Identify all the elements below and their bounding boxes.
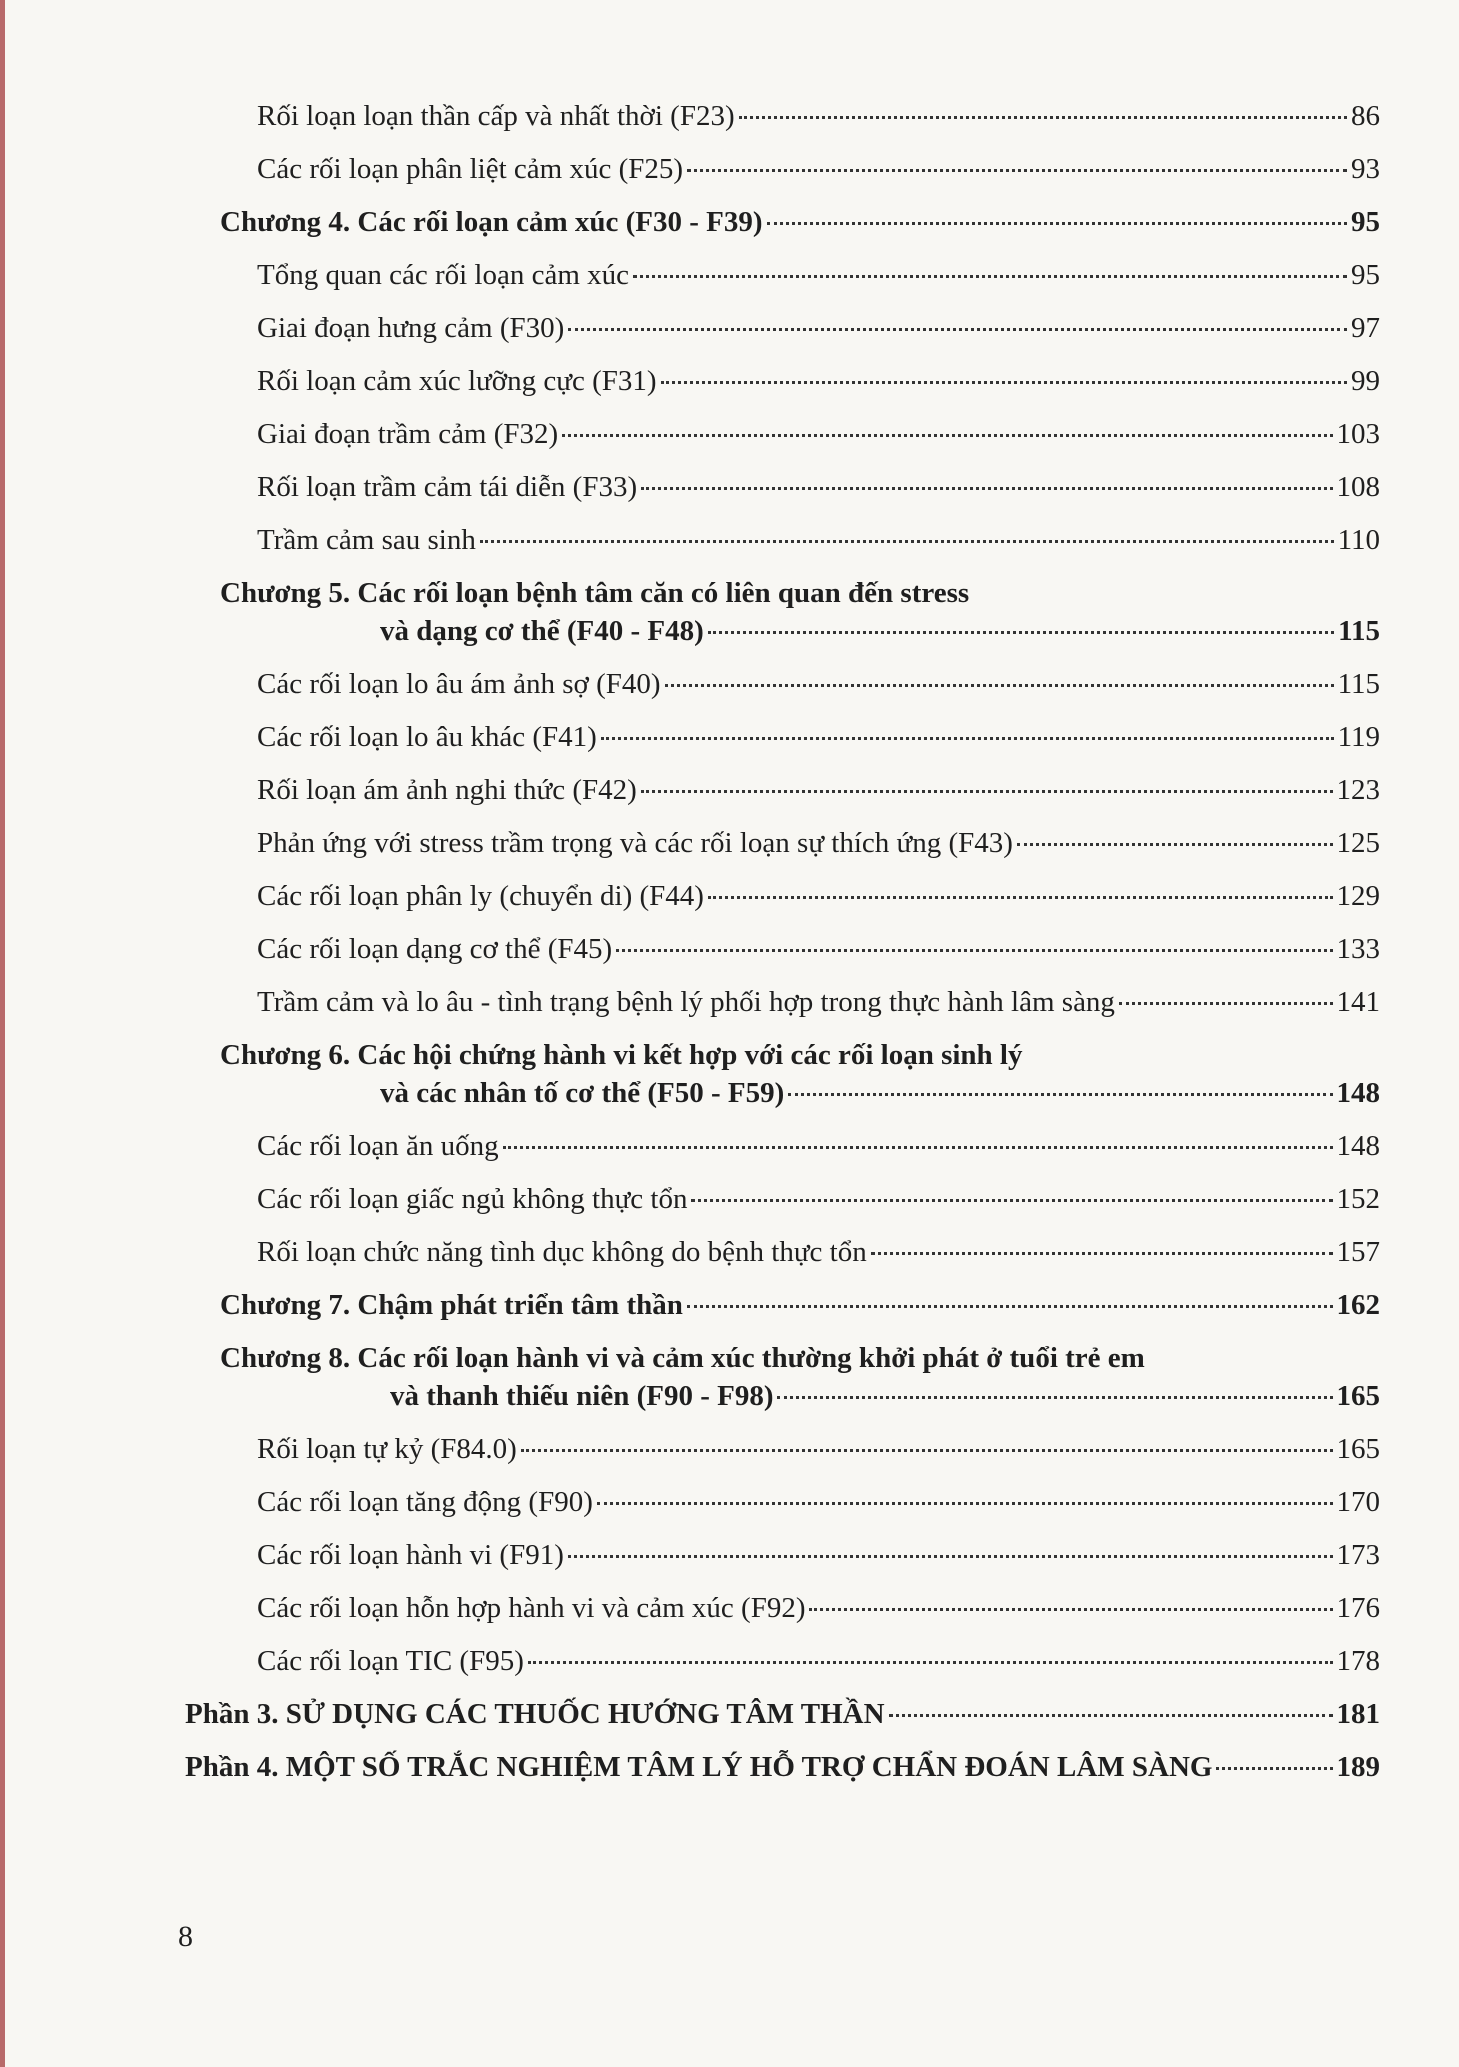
dot-leader — [601, 737, 1334, 740]
toc-entry-page: 95 — [1351, 259, 1380, 291]
toc-chapter-title-line2: và các nhân tố cơ thể (F50 - F59) — [380, 1077, 785, 1109]
toc-entry-page: 170 — [1336, 1486, 1380, 1518]
toc-entry — [257, 1645, 1380, 1678]
toc-entry-title: Các rối loạn phân ly (chuyển di) (F44) — [257, 880, 704, 912]
toc-entry-page: 162 — [1336, 1289, 1380, 1321]
toc-entry — [257, 1183, 1380, 1216]
toc-entry-title: Các rối loạn hành vi (F91) — [257, 1539, 564, 1571]
toc-entry-title: Các rối loạn giấc ngủ không thực tổn — [257, 1183, 688, 1215]
toc-chapter-title: Chương 7. Chậm phát triển tâm thần — [220, 1289, 683, 1321]
toc-entry-page: 181 — [1336, 1698, 1380, 1730]
dot-leader — [661, 381, 1347, 384]
page-number: 8 — [178, 1920, 193, 1953]
toc-entry — [257, 668, 1380, 701]
dot-leader — [503, 1146, 1333, 1149]
dot-leader — [1119, 1002, 1333, 1005]
toc-entry-title: Các rối loạn lo âu khác (F41) — [257, 721, 597, 753]
toc-entry-title: Giai đoạn hưng cảm (F30) — [257, 312, 565, 344]
toc-entry — [257, 880, 1380, 913]
toc-entry — [257, 418, 1380, 451]
dot-leader — [480, 540, 1334, 543]
toc-entry — [257, 312, 1380, 345]
toc-entry — [257, 721, 1380, 754]
toc-entry-title: Trầm cảm sau sinh — [257, 524, 476, 556]
dot-leader — [889, 1714, 1333, 1717]
dot-leader — [616, 949, 1332, 952]
toc-entry-page: 86 — [1351, 100, 1380, 132]
dot-leader — [809, 1608, 1332, 1611]
toc-entry-title: Trầm cảm và lo âu - tình trạng bệnh lý phối hợp trong thực hành lâm sàng — [257, 986, 1115, 1018]
toc-entry — [257, 1592, 1380, 1625]
toc-entry-title: Phản ứng với stress trầm trọng và các rối loạn sự thích ứng (F43) — [257, 827, 1013, 859]
toc-entry-page: 148 — [1336, 1077, 1380, 1109]
toc-entry-page: 165 — [1336, 1380, 1380, 1412]
toc-entry-page: 93 — [1351, 153, 1380, 185]
toc-entry — [257, 933, 1380, 966]
toc-entry — [257, 259, 1380, 292]
toc-entry-title: Các rối loạn dạng cơ thể (F45) — [257, 933, 613, 965]
toc-entry-title: Các rối loạn tăng động (F90) — [257, 1486, 593, 1518]
toc-entry — [257, 524, 1380, 557]
toc-entry-page: 119 — [1337, 721, 1380, 753]
toc-entry-page: 115 — [1338, 615, 1380, 647]
dot-leader — [708, 631, 1334, 634]
dot-leader — [1216, 1767, 1332, 1770]
toc-entry-title: Rối loạn cảm xúc lưỡng cực (F31) — [257, 365, 657, 397]
dot-leader — [633, 275, 1347, 278]
toc-entry-title: Các rối loạn TIC (F95) — [257, 1645, 524, 1677]
toc-entry-title: Giai đoạn trầm cảm (F32) — [257, 418, 559, 450]
toc-entry — [257, 827, 1380, 860]
toc-entry — [257, 365, 1380, 398]
toc-entry-page: 123 — [1336, 774, 1380, 806]
toc-entry-page: 173 — [1336, 1539, 1380, 1571]
toc-part-title: Phần 3. SỬ DỤNG CÁC THUỐC HƯỚNG TÂM THẦN — [185, 1698, 885, 1730]
toc-entry — [257, 1433, 1380, 1466]
toc-entry-page: 152 — [1336, 1183, 1380, 1215]
toc-entry-page: 141 — [1336, 986, 1380, 1018]
toc-entry — [257, 1486, 1380, 1519]
toc-entry-title: Các rối loạn lo âu ám ảnh sợ (F40) — [257, 668, 661, 700]
toc-entry-title: Rối loạn tự kỷ (F84.0) — [257, 1433, 517, 1465]
toc-entry-page: 178 — [1336, 1645, 1380, 1677]
dot-leader — [562, 434, 1332, 437]
toc-entry-title: Rối loạn ám ảnh nghi thức (F42) — [257, 774, 637, 806]
dot-leader — [641, 790, 1333, 793]
toc-entry-page: 103 — [1336, 418, 1380, 450]
toc-entry-title: Tổng quan các rối loạn cảm xúc — [257, 259, 630, 291]
toc-chapter-title-line1: Chương 6. Các hội chứng hành vi kết hợp với các rối loạn sinh lý — [220, 1039, 1023, 1071]
toc-chapter — [380, 615, 1380, 648]
toc-entry-page: 97 — [1351, 312, 1380, 344]
toc-entry-title: Rối loạn chức năng tình dục không do bệnh thực tổn — [257, 1236, 867, 1268]
toc-entry — [257, 1236, 1380, 1269]
toc-entry — [257, 986, 1380, 1019]
toc-entry — [257, 471, 1380, 504]
toc-chapter — [390, 1380, 1380, 1413]
toc-entry — [257, 774, 1380, 807]
dot-leader — [708, 896, 1333, 899]
dot-leader — [739, 116, 1347, 119]
toc-entry-page: 115 — [1337, 668, 1380, 700]
toc-chapter-title: Chương 4. Các rối loạn cảm xúc (F30 - F39) — [220, 206, 763, 238]
toc-entry — [257, 1130, 1380, 1163]
toc-entry-page: 189 — [1336, 1751, 1380, 1783]
toc-chapter — [380, 1077, 1380, 1110]
toc-entry-page: 110 — [1337, 524, 1380, 556]
toc-chapter — [220, 1289, 1380, 1322]
toc-part — [185, 1751, 1380, 1784]
toc-chapter-title-line1: Chương 5. Các rối loạn bệnh tâm căn có liên quan đến stress — [220, 577, 970, 609]
toc-entry-page: 125 — [1336, 827, 1380, 859]
dot-leader — [665, 684, 1334, 687]
toc-entry-page: 165 — [1336, 1433, 1380, 1465]
toc-entry — [257, 1539, 1380, 1572]
dot-leader — [568, 1555, 1333, 1558]
dot-leader — [767, 222, 1347, 225]
dot-leader — [568, 328, 1347, 331]
toc-entry-page: 148 — [1336, 1130, 1380, 1162]
page-edge — [0, 0, 5, 2067]
toc-part-title: Phần 4. MỘT SỐ TRẮC NGHIỆM TÂM LÝ HỖ TRỢ CHẨN ĐOÁN LÂM SÀNG — [185, 1751, 1213, 1783]
dot-leader — [641, 487, 1332, 490]
toc-entry-title: Rối loạn loạn thần cấp và nhất thời (F23) — [257, 100, 735, 132]
toc-entry-title: Rối loạn trầm cảm tái diễn (F33) — [257, 471, 638, 503]
toc-entry-page: 157 — [1336, 1236, 1380, 1268]
dot-leader — [687, 169, 1347, 172]
toc-part — [185, 1698, 1380, 1731]
toc-chapter-title-line2: và thanh thiếu niên (F90 - F98) — [390, 1380, 774, 1412]
toc-entry — [257, 100, 1380, 133]
toc-entry-title: Các rối loạn phân liệt cảm xúc (F25) — [257, 153, 684, 185]
toc-entry-title: Các rối loạn hỗn hợp hành vi và cảm xúc (F92) — [257, 1592, 806, 1624]
toc-entry — [257, 153, 1380, 186]
dot-leader — [691, 1199, 1332, 1202]
toc-chapter — [220, 206, 1380, 239]
dot-leader — [777, 1396, 1332, 1399]
dot-leader — [528, 1661, 1333, 1664]
dot-leader — [521, 1449, 1333, 1452]
table-of-contents — [180, 100, 1380, 1800]
dot-leader — [1017, 843, 1333, 846]
dot-leader — [788, 1093, 1332, 1096]
toc-entry-page: 99 — [1351, 365, 1380, 397]
toc-chapter-title-line1: Chương 8. Các rối loạn hành vi và cảm xúc thường khởi phát ở tuổi trẻ em — [220, 1342, 1145, 1374]
dot-leader — [597, 1502, 1333, 1505]
dot-leader — [687, 1305, 1333, 1308]
toc-chapter-title-line2: và dạng cơ thể (F40 - F48) — [380, 615, 704, 647]
dot-leader — [871, 1252, 1333, 1255]
toc-entry-page: 108 — [1336, 471, 1380, 503]
toc-entry-page: 176 — [1336, 1592, 1380, 1624]
toc-entry-page: 133 — [1336, 933, 1380, 965]
toc-entry-page: 95 — [1351, 206, 1380, 238]
toc-entry-title: Các rối loạn ăn uống — [257, 1130, 499, 1162]
toc-entry-page: 129 — [1336, 880, 1380, 912]
